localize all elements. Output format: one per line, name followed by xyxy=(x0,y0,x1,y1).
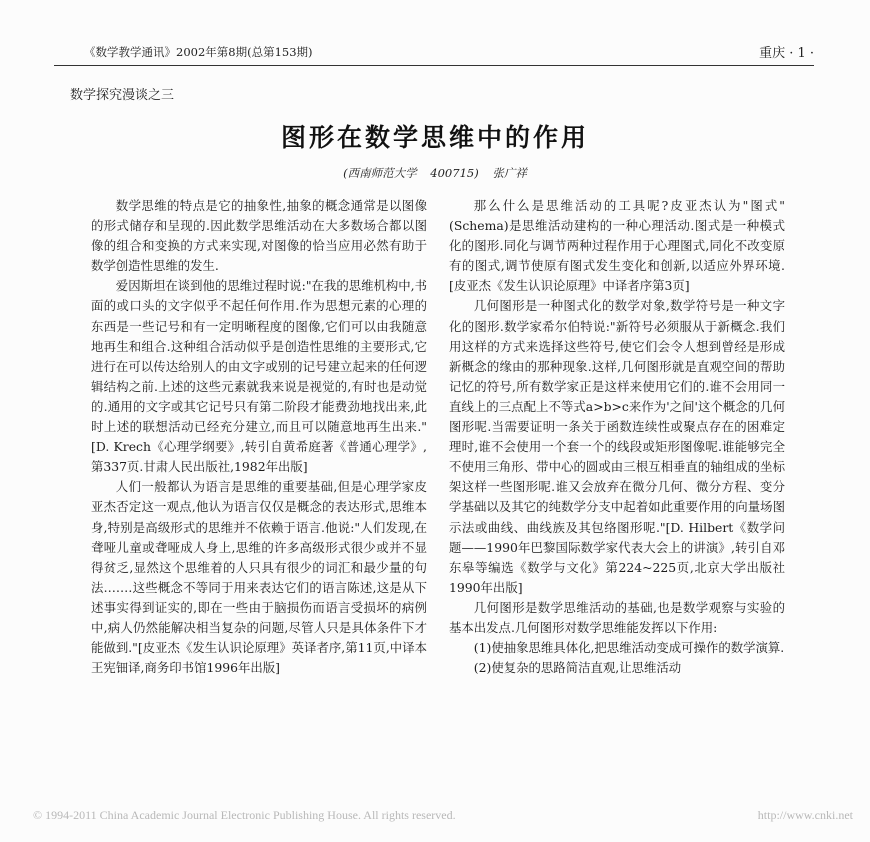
paragraph: 几何图形是数学思维活动的基础,也是数学观察与实验的基本出发点.几何图形对数学思维能发挥以下作用: xyxy=(449,599,785,635)
paragraph: 几何图形是一种图式化的数学对象,数学符号是一种文字化的图形.数学家希尔伯特说:"新符号必须服从于新概念.我们用这样的方式来选择这些符号,使它们会令人想到曾经是形成新概念的缘由的那种现象.这样,几何图形就是直观空间的帮助记忆的符号,所有数学家正是这样来使用它们的.谁不会用同一直线上的三点配上不等式a>b>c来作为'之间'这个概念的几何图形呢.当需要证明一条关于函数连续性或聚点存在的困难定理时,谁不会使用一个套一个的线段或矩形图像呢.谁能够完全不使用三角形、带中心的圆或由三根互相垂直的轴组成的坐标架这样一些图形呢.谁又会放弃在微分几何、微分方程、变分学基础以及其它的纯数学分支中起着如此重要作用的向量场图示法或曲线、曲线族及其包络图形呢."[D. Hilbert《数学问题——1990年巴黎国际数学家代表大会上的讲演》,转引自邓东皋等编选《数学与文化》第224~225页,北京大学出版社1990年出版] xyxy=(449,298,785,595)
source-url: http://www.cnki.net xyxy=(757,808,853,822)
journal-issue-label: 《数学教学通讯》2002年第8期(总第153期) xyxy=(84,45,313,59)
paragraph: 人们一般都认为语言是思维的重要基础,但是心理学家皮亚杰否定这一观点,他认为语言仅仅是概念的表达形式,思维本身,特别是高级形式的思维并不依赖于语言.他说:"人们发现,在聋哑儿童或聋哑成人身上,思维的许多高级形式很少或并不显得贫乏,显然这个思维着的人只具有很少的词汇和最少量的句法.……这些概念不等同于用来表达它们的语言陈述,这是从下述事实得到证实的,即在一些由于脑损伤而语言受损坏的病例中,病人仍然能解决相当复杂的问题,尽管人只是具体条件下才能做到."[皮亚杰《发生认识论原理》英译者序,第11页,中译本 王宪钿译,商务印书馆1996年出版] xyxy=(91,479,427,676)
series-label: 数学探究漫谈之三 xyxy=(70,88,175,103)
right-column xyxy=(449,196,785,678)
running-head xyxy=(54,42,814,62)
paragraph: 爱因斯坦在谈到他的思维过程时说:"在我的思维机构中,书面的或口头的文字似乎不起任何作用.作为思想元素的心理的东西是一些记号和有一定明晰程度的图像,它们可以由我随意地再生和组合.这种组合活动似乎是创造性思维的主要形式,它进行在可以传达给别人的由文字或别的记号建立起来的任何逻辑结构之前.上述的这些元素就我来说是视觉的,有时也是动觉的.通用的文字或其它记号只有第二阶段才能费劲地找出来,此时上述的联想活动已经充分建立,而且可以随意地再生出来."[D. Krech《心理学纲要》,转引自黄希庭著《普通心理学》,第337页.甘肃人民出版社,1982年出版] xyxy=(91,278,427,475)
copyright-notice: © 1994-2011 China Academic Journal Electronic Publishing House. All rights reserved. xyxy=(33,808,456,822)
article-title: 图形在数学思维中的作用 xyxy=(280,123,589,152)
paragraph: 数学思维的特点是它的抽象性,抽象的概念通常是以图像的形式储存和呈现的.因此数学思维活动在大多数场合都以图像的组合和变换的方式来实现,对图像的恰当应用必然有助于数学创造性思维的发生. xyxy=(91,198,427,274)
author-byline: (西南师范大学 400715) 张广祥 xyxy=(343,166,527,180)
left-column xyxy=(91,196,427,678)
paragraph: (2)使复杂的思路简洁直观,让思维活动 xyxy=(473,660,682,676)
paragraph: 那么什么是思维活动的工具呢?皮亚杰认为"图式"(Schema)是思维活动建构的一种心理活动.图式是一种模式化的图形.同化与调节两种过程作用于心理图式,同化不改变原有的图式,调节使原有图式发生变化和创新,以适应外界环境.[皮亚杰《发生认识论原理》中译者序第3页] xyxy=(449,198,785,294)
paragraph: (1)使抽象思维具体化,把思维活动变成可操作的数学演算. xyxy=(473,640,785,656)
page-location-label: 重庆 · 1 · xyxy=(759,46,814,61)
header-rule xyxy=(54,65,814,66)
